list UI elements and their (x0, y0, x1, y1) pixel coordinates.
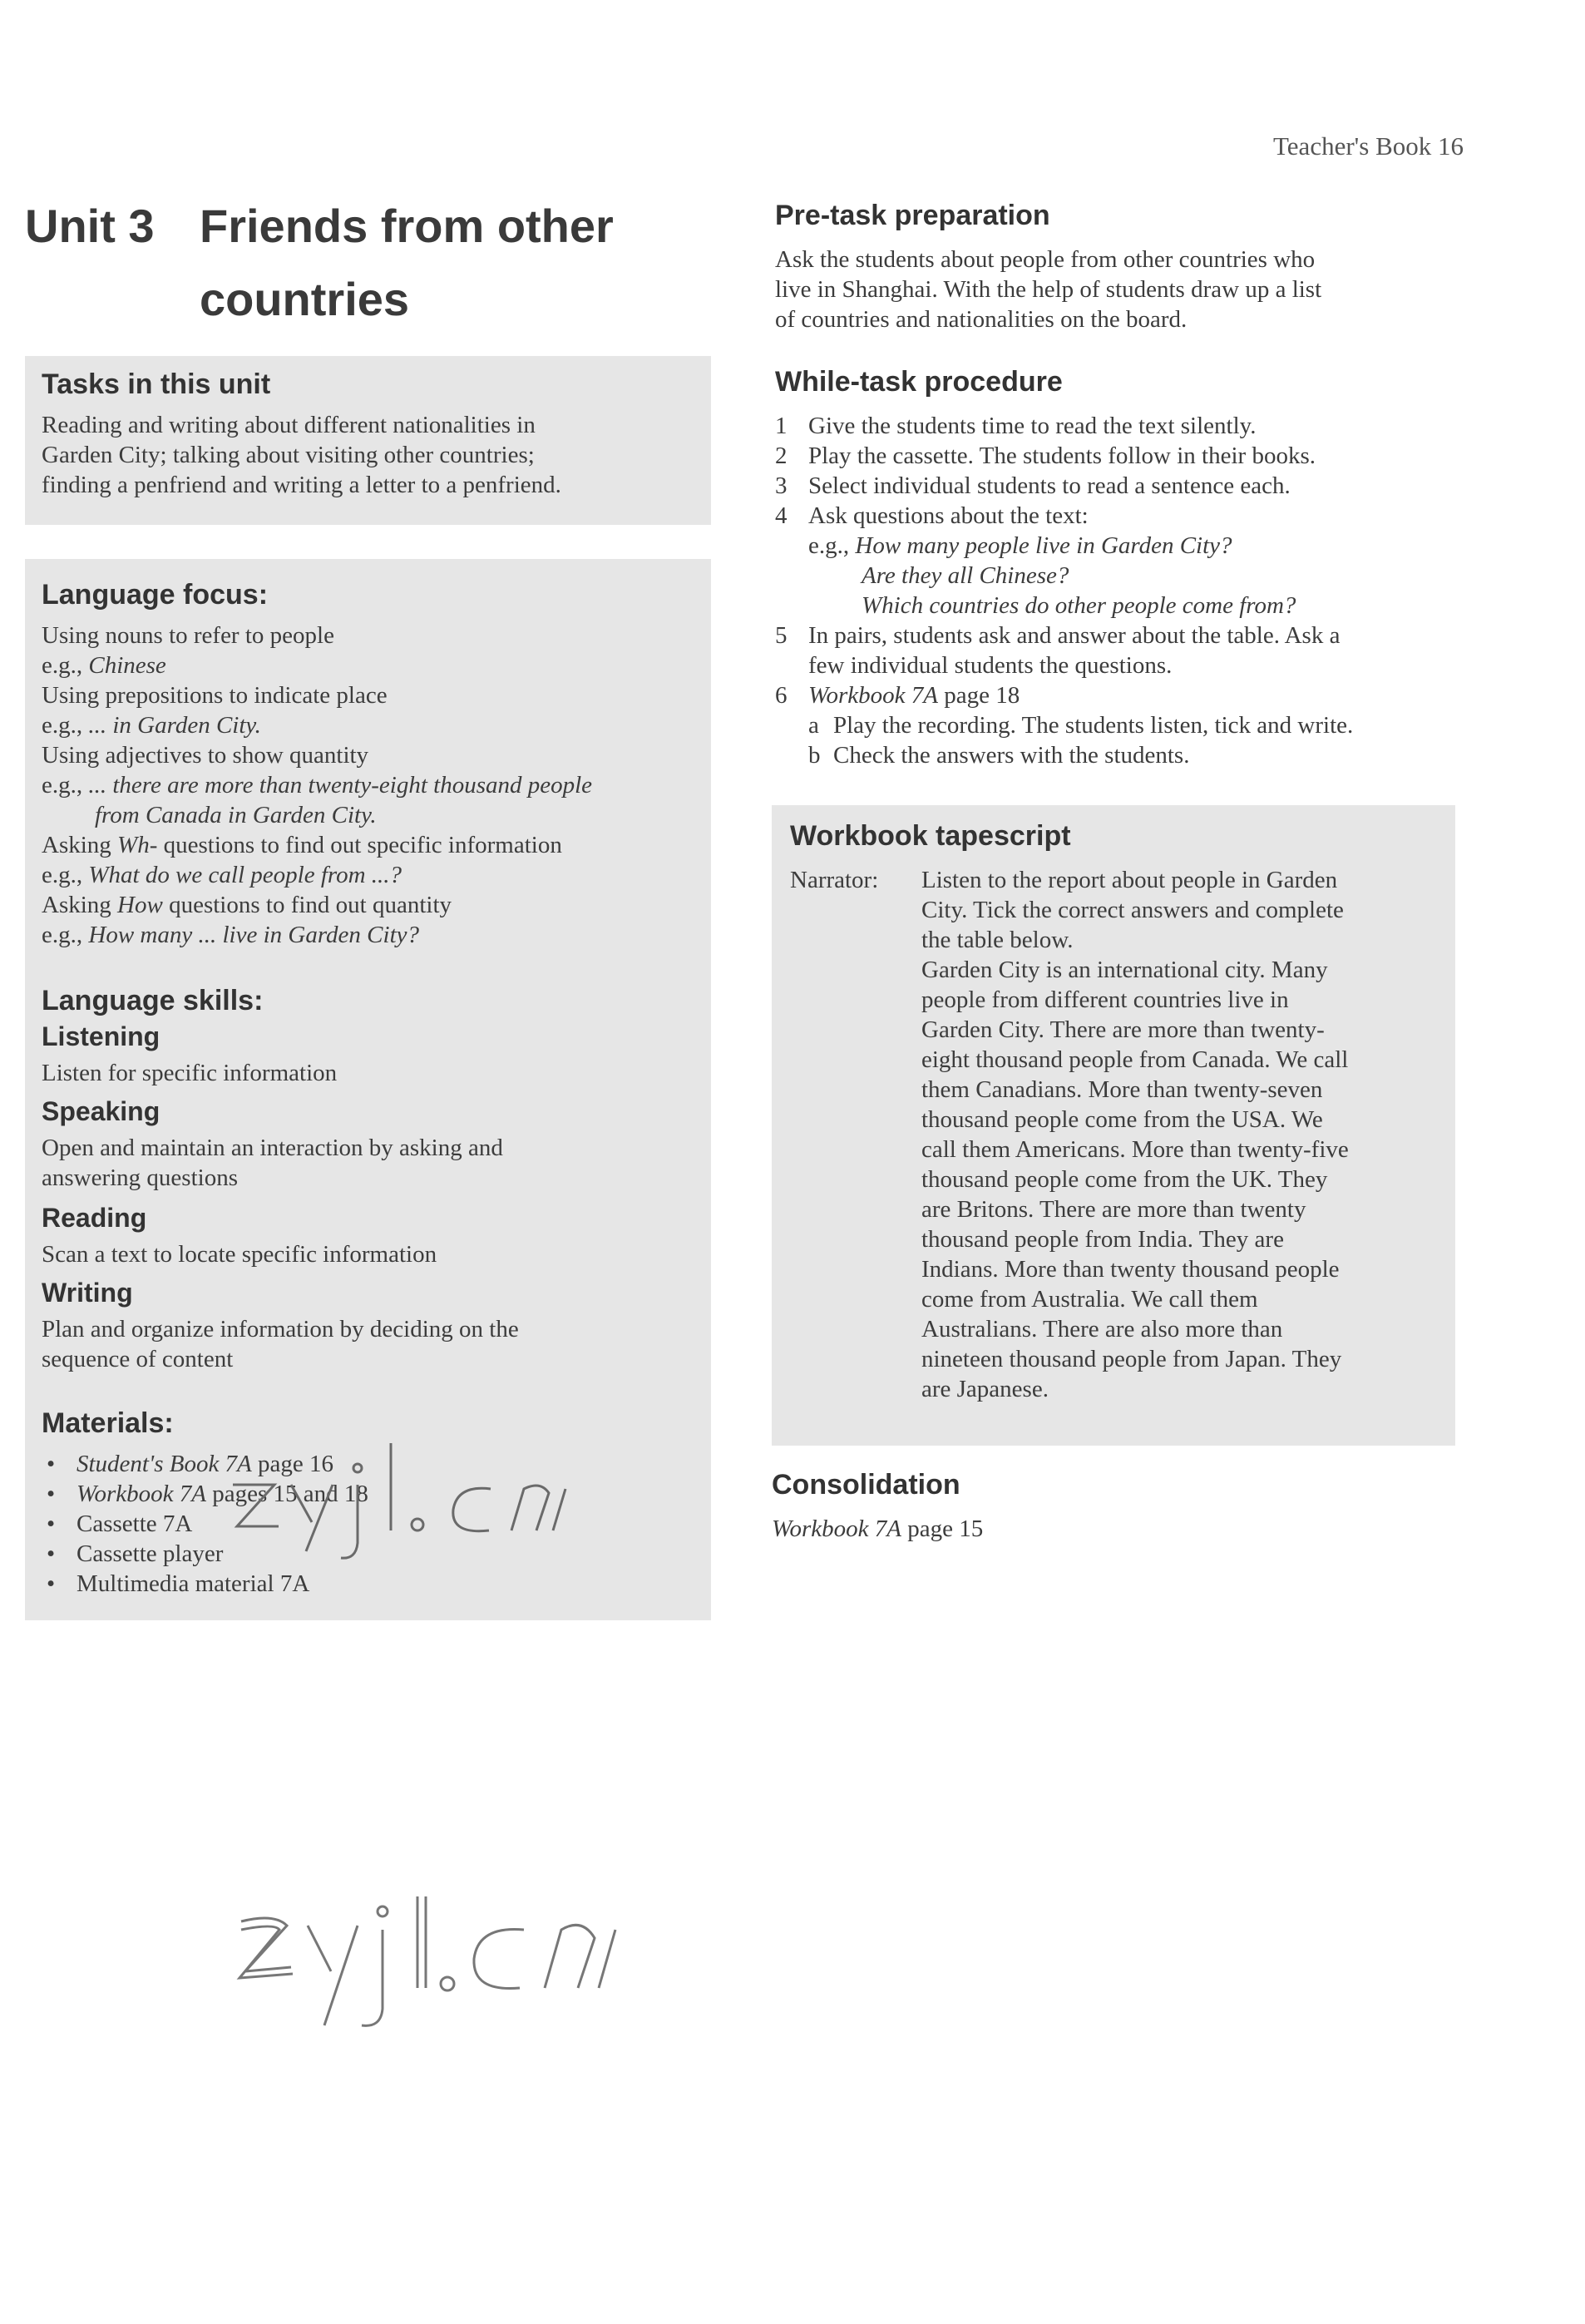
focus-example-cont: from Canada in Garden City. (95, 802, 377, 828)
tasks-heading: Tasks in this unit (42, 368, 271, 400)
tasks-line: Reading and writing about different nationalities in (42, 412, 536, 438)
list-item: • Workbook 7A pages 15 and 18 (42, 1479, 624, 1509)
tapescript-text: Listen to the report about people in Garden City. Tick the correct answers and complete the table below. Garden City is an international city. Many people from different countries live in Garden City. There are more than twenty- eight thousand people from Canada. We call them Canadians. More than twenty-seven thousand people come from the USA. We call them Americans. More than twenty-five thousand people come from the UK. They are Britons. There are more than twenty thousand people from India. They are Indians. More than twenty thousand people come from Australia. We call them Australians. There are also more than nineteen thousand people from Japan. They are Japanese. (921, 867, 1349, 1402)
list-item: 6 Workbook 7A page 18 (775, 682, 1020, 709)
tapescript-box (772, 805, 1455, 1446)
reading-text: Scan a text to locate specific information (42, 1241, 437, 1268)
list-item: • Student's Book 7A page 16 (42, 1449, 624, 1479)
while-task-heading: While-task procedure (775, 366, 1063, 398)
speaking-text: Open and maintain an interaction by asking and answering questions (42, 1135, 503, 1191)
list-item: 3 Select individual students to read a sentence each. (775, 472, 1291, 499)
focus-line: Using nouns to refer to people (42, 622, 334, 649)
focus-example: e.g., What do we call people from ...? (42, 862, 402, 888)
focus-example: e.g., Chinese (42, 652, 166, 679)
focus-example: e.g., ... in Garden City. (42, 712, 261, 739)
tasks-box (25, 356, 711, 525)
tasks-line: finding a penfriend and writing a letter to a penfriend. (42, 472, 561, 498)
writing-label: Writing (42, 1278, 133, 1308)
while-task-body (775, 411, 1465, 770)
pre-task-heading: Pre-task preparation (775, 200, 1050, 231)
list-item: • Multimedia material 7A (42, 1569, 624, 1599)
sub-item-b: b Check the answers with the students. (808, 742, 1190, 769)
focus-example: e.g., How many ... live in Garden City? (42, 922, 419, 948)
list-item: 1 Give the students time to read the text silently. (775, 413, 1257, 439)
page-header: Teacher's Book 16 (1273, 131, 1464, 161)
listening-label: Listening (42, 1021, 160, 1051)
tapescript-speaker: Narrator: (790, 867, 879, 893)
speaking-label: Speaking (42, 1096, 160, 1126)
focus-line: Using adjectives to show quantity (42, 742, 369, 769)
list-item: 4 Ask questions about the text: (775, 502, 1089, 529)
example-line: Which countries do other people come from? (862, 592, 1296, 619)
unit-title-line1: Friends from other (200, 200, 614, 252)
watermark-logo-2 (225, 1888, 657, 2034)
listening-text: Listen for specific information (42, 1060, 338, 1086)
focus-line: Asking Wh- questions to find out specific information (42, 832, 562, 858)
sub-item-a: a Play the recording. The students listen, tick and write. (808, 712, 1354, 739)
materials-heading: Materials: (42, 1407, 174, 1439)
unit-title-line2: countries (200, 273, 410, 325)
watermark-logo-1 (225, 1418, 640, 1564)
consolidation-heading: Consolidation (772, 1469, 960, 1501)
consolidation-body: Workbook 7A page 15 (772, 1516, 984, 1542)
language-focus-list (42, 621, 699, 950)
unit-title (25, 190, 614, 336)
pre-task-body: Ask the students about people from other countries who live in Shanghai. With the help of students draw up a list of countries and nationalities on the board. (775, 246, 1322, 333)
step5-cont: few individual students the questions. (808, 652, 1173, 679)
writing-text: Plan and organize information by deciding on the sequence of content (42, 1316, 519, 1372)
language-skills-heading: Language skills: (42, 985, 264, 1016)
unit-number: Unit 3 (25, 200, 155, 252)
tapescript-heading: Workbook tapescript (790, 820, 1071, 852)
tasks-body (42, 410, 561, 500)
list-item: • Cassette player (42, 1539, 624, 1569)
focus-example: e.g., ... there are more than twenty-eight thousand people (42, 772, 593, 799)
example-line: Are they all Chinese? (862, 562, 1069, 589)
focus-line: Asking How questions to find out quantity (42, 892, 452, 918)
language-focus-heading: Language focus: (42, 579, 269, 611)
focus-line: Using prepositions to indicate place (42, 682, 388, 709)
example-line: e.g., How many people live in Garden City? (808, 532, 1232, 559)
tasks-line: Garden City; talking about visiting other countries; (42, 442, 535, 468)
reading-label: Reading (42, 1203, 147, 1233)
list-item: 2 Play the cassette. The students follow in their books. (775, 443, 1316, 469)
list-item: 5 In pairs, students ask and answer about the table. Ask a (775, 622, 1341, 649)
list-item: • Cassette 7A (42, 1509, 624, 1539)
